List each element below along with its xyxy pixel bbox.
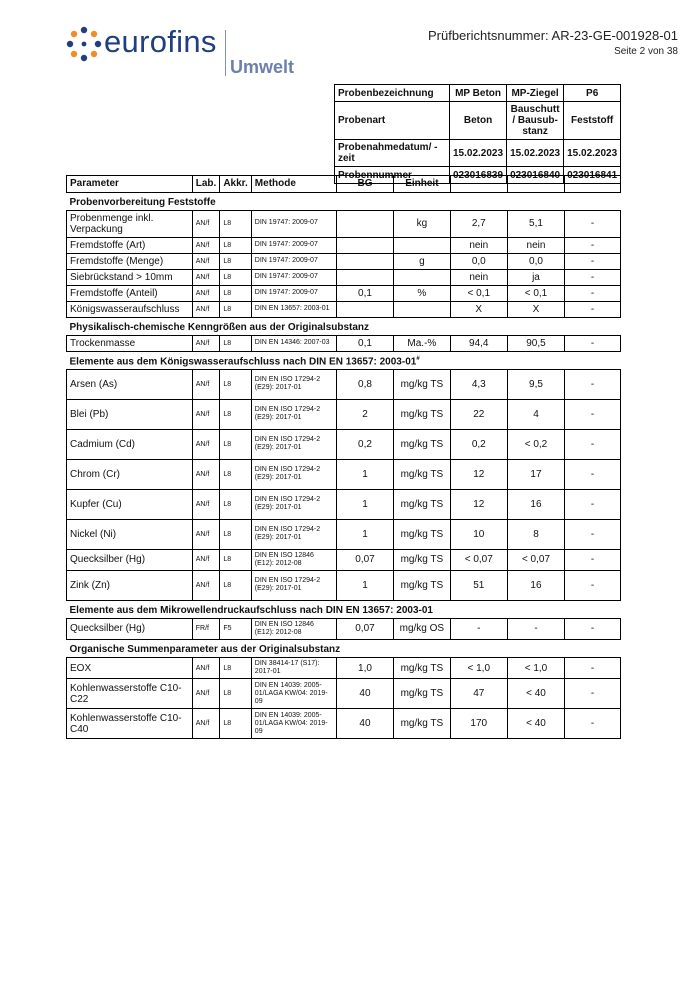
cell-v3: -	[565, 618, 621, 639]
cell-v1: 2,7	[450, 210, 507, 237]
cell-bg: 40	[336, 679, 393, 709]
cell-v3: -	[565, 489, 621, 519]
table-row	[67, 285, 621, 301]
table-row	[67, 210, 621, 237]
sample-header-value: 15.02.2023	[564, 140, 621, 167]
cell-lab: AN/f	[192, 210, 220, 237]
cell-bg: 0,07	[336, 549, 393, 570]
cell-v2: 8	[507, 519, 564, 549]
cell-methode: DIN EN ISO 17294-2 (E29): 2017-01	[251, 489, 336, 519]
cell-v3: -	[565, 709, 621, 739]
cell-v2: < 0,1	[507, 285, 564, 301]
eurofins-dots-icon	[66, 26, 102, 62]
cell-v3: -	[565, 399, 621, 429]
cell-v2: < 40	[507, 679, 564, 709]
cell-lab: AN/f	[192, 459, 220, 489]
section-title: Elemente aus dem Mikrowellendruckaufschluss nach DIN EN 13657: 2003-01	[69, 604, 433, 616]
table-row	[67, 335, 621, 351]
cell-methode: DIN 19747: 2009-07	[251, 285, 336, 301]
cell-parameter: Zink (Zn)	[67, 570, 193, 600]
sample-header-row	[335, 102, 621, 140]
cell-v2: 16	[507, 489, 564, 519]
cell-parameter: Chrom (Cr)	[67, 459, 193, 489]
cell-unit: kg	[394, 210, 451, 237]
table-row	[67, 429, 621, 459]
section-row	[67, 640, 621, 658]
section-title-cell	[67, 600, 621, 618]
section-row	[67, 351, 621, 369]
cell-lab: AN/f	[192, 679, 220, 709]
sample-header-value: P6	[564, 85, 621, 102]
cell-parameter: Kohlenwasserstoffe C10-C22	[67, 679, 193, 709]
cell-bg	[336, 237, 393, 253]
cell-akkr: L8	[220, 253, 251, 269]
cell-methode: DIN 19747: 2009-07	[251, 237, 336, 253]
table-row	[67, 369, 621, 399]
sample-header-table	[334, 84, 621, 184]
cell-v1: < 0,07	[450, 549, 507, 570]
sample-header-value: MP Beton	[450, 85, 507, 102]
cell-v1: X	[450, 301, 507, 317]
table-row	[67, 301, 621, 317]
cell-bg: 0,8	[336, 369, 393, 399]
cell-parameter: Nickel (Ni)	[67, 519, 193, 549]
cell-akkr: L8	[220, 399, 251, 429]
cell-methode: DIN 19747: 2009-07	[251, 269, 336, 285]
cell-v3: -	[565, 210, 621, 237]
cell-v2: < 40	[507, 709, 564, 739]
cell-methode: DIN EN ISO 17294-2 (E29): 2017-01	[251, 399, 336, 429]
cell-v1: 47	[450, 679, 507, 709]
col-sample-3	[565, 176, 621, 193]
cell-methode: DIN EN 14346: 2007-03	[251, 335, 336, 351]
cell-akkr: L8	[220, 658, 251, 679]
cell-unit: mg/kg TS	[394, 679, 451, 709]
cell-v3: -	[565, 335, 621, 351]
sample-header-value: Bauschutt / Bausub-stanz	[507, 102, 564, 140]
sample-header-value: 15.02.2023	[507, 140, 564, 167]
logo-subtitle: Umwelt	[230, 57, 295, 77]
sample-header-value: Beton	[450, 102, 507, 140]
eurofins-logo	[66, 24, 306, 80]
page-number: Seite 2 von 38	[614, 46, 678, 57]
cell-parameter: Quecksilber (Hg)	[67, 549, 193, 570]
cell-akkr: L8	[220, 679, 251, 709]
cell-bg: 2	[336, 399, 393, 429]
cell-lab: AN/f	[192, 399, 220, 429]
table-row	[67, 618, 621, 639]
cell-unit: mg/kg TS	[394, 369, 451, 399]
sample-header-label: Probenart	[335, 102, 450, 140]
cell-akkr: L8	[220, 459, 251, 489]
cell-methode: DIN EN ISO 17294-2 (E29): 2017-01	[251, 519, 336, 549]
cell-parameter: Quecksilber (Hg)	[67, 618, 193, 639]
cell-v3: -	[565, 679, 621, 709]
cell-lab: AN/f	[192, 570, 220, 600]
cell-parameter: Cadmium (Cd)	[67, 429, 193, 459]
cell-unit: %	[394, 285, 451, 301]
cell-methode: DIN EN ISO 17294-2 (E29): 2017-01	[251, 369, 336, 399]
logo-wordmark: eurofins	[104, 24, 217, 59]
section-row	[67, 600, 621, 618]
cell-lab: AN/f	[192, 335, 220, 351]
section-title-footnote: #	[416, 355, 420, 362]
cell-akkr: L8	[220, 709, 251, 739]
sample-header-value: 023016841	[564, 167, 621, 184]
cell-parameter: Blei (Pb)	[67, 399, 193, 429]
cell-v1: 170	[450, 709, 507, 739]
cell-bg	[336, 301, 393, 317]
col-bg: BG	[336, 176, 393, 193]
cell-v1: 0,0	[450, 253, 507, 269]
cell-parameter: EOX	[67, 658, 193, 679]
cell-v2: < 1,0	[507, 658, 564, 679]
col-methode: Methode	[251, 176, 336, 193]
section-row	[67, 192, 621, 210]
col-einheit: Einheit	[394, 176, 451, 193]
table-row	[67, 237, 621, 253]
cell-v3: -	[565, 253, 621, 269]
section-title: Organische Summenparameter aus der Originalsubstanz	[69, 644, 341, 656]
cell-unit	[394, 301, 451, 317]
cell-lab: AN/f	[192, 237, 220, 253]
cell-lab: AN/f	[192, 489, 220, 519]
table-row	[67, 679, 621, 709]
cell-lab: AN/f	[192, 709, 220, 739]
cell-bg: 0,07	[336, 618, 393, 639]
cell-v3: -	[565, 549, 621, 570]
cell-parameter: Siebrückstand > 10mm	[67, 269, 193, 285]
col-lab: Lab.	[192, 176, 220, 193]
sample-header-row	[335, 140, 621, 167]
cell-v3: -	[565, 429, 621, 459]
cell-parameter: Probenmenge inkl. Verpackung	[67, 210, 193, 237]
cell-methode: DIN 19747: 2009-07	[251, 253, 336, 269]
cell-v2: 9,5	[507, 369, 564, 399]
cell-lab: AN/f	[192, 285, 220, 301]
cell-akkr: L8	[220, 369, 251, 399]
cell-v1: 51	[450, 570, 507, 600]
cell-v2: < 0,2	[507, 429, 564, 459]
cell-unit: mg/kg TS	[394, 570, 451, 600]
cell-unit: mg/kg TS	[394, 519, 451, 549]
sample-header-label: Probenahmedatum/ -zeit	[335, 140, 450, 167]
cell-parameter: Kupfer (Cu)	[67, 489, 193, 519]
cell-unit: Ma.-%	[394, 335, 451, 351]
cell-v3: -	[565, 285, 621, 301]
cell-v3: -	[565, 658, 621, 679]
cell-methode: DIN EN ISO 12846 (E12): 2012-08	[251, 618, 336, 639]
cell-bg: 1	[336, 570, 393, 600]
cell-v2: -	[507, 618, 564, 639]
cell-lab: AN/f	[192, 519, 220, 549]
cell-v3: -	[565, 570, 621, 600]
cell-methode: DIN 38414-17 (S17): 2017-01	[251, 658, 336, 679]
cell-unit	[394, 269, 451, 285]
cell-v2: 4	[507, 399, 564, 429]
cell-unit: mg/kg TS	[394, 429, 451, 459]
cell-unit: mg/kg TS	[394, 549, 451, 570]
cell-v3: -	[565, 369, 621, 399]
cell-v1: 22	[450, 399, 507, 429]
cell-akkr: L8	[220, 570, 251, 600]
logo-divider	[225, 30, 226, 76]
cell-v1: nein	[450, 237, 507, 253]
table-row	[67, 709, 621, 739]
cell-lab: AN/f	[192, 549, 220, 570]
cell-akkr: L8	[220, 335, 251, 351]
cell-methode: DIN EN 14039: 2005-01/LAGA KW/04: 2019-09	[251, 709, 336, 739]
cell-parameter: Königswasseraufschluss	[67, 301, 193, 317]
cell-v2: X	[507, 301, 564, 317]
section-title-cell	[67, 351, 621, 369]
cell-parameter: Fremdstoffe (Menge)	[67, 253, 193, 269]
cell-v3: -	[565, 269, 621, 285]
table-row	[67, 459, 621, 489]
cell-bg: 1,0	[336, 658, 393, 679]
cell-v3: -	[565, 237, 621, 253]
table-row	[67, 489, 621, 519]
cell-akkr: L8	[220, 285, 251, 301]
cell-v3: -	[565, 519, 621, 549]
cell-v1: 0,2	[450, 429, 507, 459]
cell-v1: 94,4	[450, 335, 507, 351]
cell-akkr: L8	[220, 489, 251, 519]
sample-header-label: Probennummer	[335, 167, 450, 184]
cell-bg	[336, 210, 393, 237]
sample-header-row	[335, 85, 621, 102]
cell-v2: 17	[507, 459, 564, 489]
section-title: Physikalisch-chemische Kenngrößen aus der Originalsubstanz	[69, 321, 370, 333]
col-sample-2	[507, 176, 564, 193]
cell-akkr: L8	[220, 269, 251, 285]
report-number: Prüfberichtsnummer: AR-23-GE-001928-01	[427, 28, 678, 43]
section-title-cell	[67, 317, 621, 335]
cell-lab: AN/f	[192, 369, 220, 399]
cell-bg	[336, 253, 393, 269]
cell-unit: mg/kg TS	[394, 658, 451, 679]
col-akkr: Akkr.	[220, 176, 251, 193]
table-row	[67, 269, 621, 285]
cell-v2: 16	[507, 570, 564, 600]
cell-bg: 1	[336, 459, 393, 489]
cell-methode: DIN EN ISO 17294-2 (E29): 2017-01	[251, 459, 336, 489]
cell-bg: 0,2	[336, 429, 393, 459]
cell-bg: 1	[336, 489, 393, 519]
cell-methode: DIN 19747: 2009-07	[251, 210, 336, 237]
section-title: Elemente aus dem Königswasseraufschluss nach DIN EN 13657: 2003-01	[69, 355, 417, 367]
sample-header-value: MP-Ziegel	[507, 85, 564, 102]
table-row	[67, 519, 621, 549]
sample-header-value: Feststoff	[564, 102, 621, 140]
cell-v2: 5,1	[507, 210, 564, 237]
cell-akkr: L8	[220, 519, 251, 549]
cell-v3: -	[565, 301, 621, 317]
cell-v1: < 1,0	[450, 658, 507, 679]
cell-v2: nein	[507, 237, 564, 253]
cell-bg: 0,1	[336, 285, 393, 301]
table-header-row	[67, 176, 621, 193]
cell-akkr: L8	[220, 237, 251, 253]
sample-header-value: 15.02.2023	[450, 140, 507, 167]
cell-lab: AN/f	[192, 429, 220, 459]
cell-akkr: L8	[220, 210, 251, 237]
section-title-cell	[67, 192, 621, 210]
cell-unit: mg/kg OS	[394, 618, 451, 639]
cell-methode: DIN EN ISO 17294-2 (E29): 2017-01	[251, 429, 336, 459]
cell-akkr: L8	[220, 429, 251, 459]
cell-v1: 12	[450, 459, 507, 489]
cell-lab: AN/f	[192, 301, 220, 317]
cell-lab: AN/f	[192, 269, 220, 285]
sample-header-label: Probenbezeichnung	[335, 85, 450, 102]
cell-unit: mg/kg TS	[394, 399, 451, 429]
cell-lab: AN/f	[192, 253, 220, 269]
results-table	[66, 175, 621, 739]
cell-unit: mg/kg TS	[394, 709, 451, 739]
cell-akkr: L8	[220, 301, 251, 317]
cell-parameter: Arsen (As)	[67, 369, 193, 399]
cell-v1: < 0,1	[450, 285, 507, 301]
col-sample-1	[450, 176, 507, 193]
cell-unit: g	[394, 253, 451, 269]
cell-parameter: Trockenmasse	[67, 335, 193, 351]
cell-bg: 40	[336, 709, 393, 739]
table-row	[67, 570, 621, 600]
cell-unit: mg/kg TS	[394, 489, 451, 519]
cell-v2: ja	[507, 269, 564, 285]
cell-lab: AN/f	[192, 658, 220, 679]
section-title-cell	[67, 640, 621, 658]
cell-v1: -	[450, 618, 507, 639]
cell-bg: 0,1	[336, 335, 393, 351]
cell-methode: DIN EN ISO 12846 (E12): 2012-08	[251, 549, 336, 570]
cell-v1: nein	[450, 269, 507, 285]
cell-parameter: Fremdstoffe (Anteil)	[67, 285, 193, 301]
cell-methode: DIN EN 14039: 2005-01/LAGA KW/04: 2019-09	[251, 679, 336, 709]
table-row	[67, 658, 621, 679]
cell-lab: FR/f	[192, 618, 220, 639]
cell-akkr: F5	[220, 618, 251, 639]
cell-parameter: Kohlenwasserstoffe C10-C40	[67, 709, 193, 739]
sample-header-value: 023016840	[507, 167, 564, 184]
cell-bg	[336, 269, 393, 285]
cell-v2: < 0,07	[507, 549, 564, 570]
cell-v2: 90,5	[507, 335, 564, 351]
col-parameter: Parameter	[67, 176, 193, 193]
table-row	[67, 549, 621, 570]
cell-parameter: Fremdstoffe (Art)	[67, 237, 193, 253]
table-row	[67, 399, 621, 429]
cell-v2: 0,0	[507, 253, 564, 269]
cell-bg: 1	[336, 519, 393, 549]
cell-methode: DIN EN 13657: 2003-01	[251, 301, 336, 317]
cell-unit: mg/kg TS	[394, 459, 451, 489]
section-title: Probenvorbereitung Feststoffe	[69, 196, 216, 208]
cell-v1: 4,3	[450, 369, 507, 399]
cell-unit	[394, 237, 451, 253]
cell-v3: -	[565, 459, 621, 489]
sample-header-value: 023016839	[450, 167, 507, 184]
cell-v1: 10	[450, 519, 507, 549]
cell-akkr: L8	[220, 549, 251, 570]
section-row	[67, 317, 621, 335]
cell-methode: DIN EN ISO 17294-2 (E29): 2017-01	[251, 570, 336, 600]
table-row	[67, 253, 621, 269]
cell-v1: 12	[450, 489, 507, 519]
